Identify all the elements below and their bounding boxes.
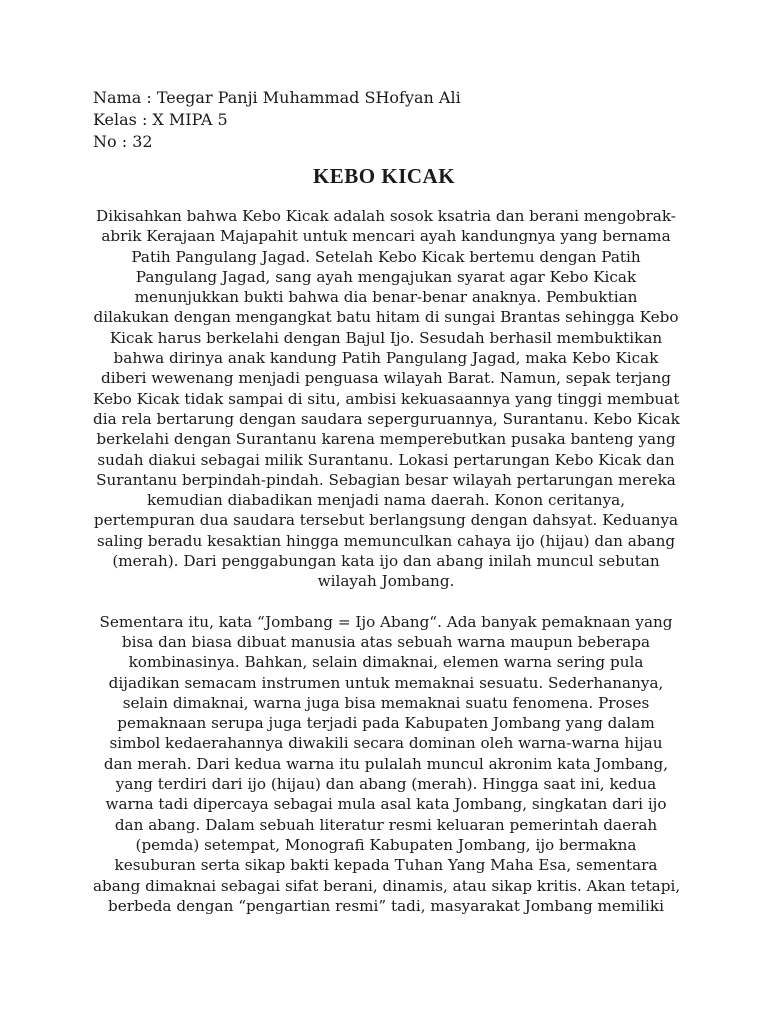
text-line: kombinasinya. Bahkan, selain dimaknai, elemen warna sering pula [128, 653, 644, 672]
text-line: saling beradu kesaktian hingga memunculkan cahaya ijo (hijau) dan abang [96, 531, 676, 550]
text-line: kesuburan serta sikap bakti kepada Tuhan Yang Maha Esa, sementara [114, 856, 658, 875]
text-line: Pangulang Jagad, sang ayah mengajukan syarat agar Kebo Kicak [135, 267, 637, 286]
text-line: Kicak harus berkelahi dengan Bajul Ijo. Sesudah berhasil membuktikan [109, 328, 663, 347]
text-line: dan merah. Dari kedua warna itu pulalah muncul akronim kata Jombang, [103, 754, 669, 773]
text-line: simbol kedaerahannya diwakili secara dominan oleh warna-warna hijau [109, 734, 663, 753]
text-line: Patih Pangulang Jagad. Setelah Kebo Kicak bertemu dengan Patih [131, 247, 641, 266]
text-line: abang dimaknai sebagai sifat berani, dinamis, atau sikap kritis. Akan tetapi, [93, 876, 681, 895]
text-line: dan abang. Dalam sebuah literatur resmi keluaran pemerintah daerah [114, 815, 658, 834]
text-line: diberi wewenang menjadi penguasa wilayah Barat. Namun, sepak terjang [101, 369, 671, 388]
text-line: dijadikan semacam instrumen untuk memaknai sesuatu. Sederhananya, [108, 673, 664, 692]
text-line: (pemda) setempat, Monografi Kabupaten Jombang, ijo bermakna [135, 835, 637, 854]
text-line: warna tadi dipercaya sebagai mula asal kata Jombang, singkatan dari ijo [105, 795, 667, 814]
text-line: Sementara itu, kata “Jombang = Ijo Abang“. Ada banyak pemaknaan yang [99, 612, 673, 631]
text-line: bisa dan biasa dibuat manusia atas sebuah warna maupun beberapa [121, 632, 651, 651]
text-line: yang terdiri dari ijo (hijau) dan abang (merah). Hingga saat ini, kedua [115, 775, 657, 794]
student-name: Nama : Teegar Panji Muhammad SHofyan Ali [93, 88, 461, 107]
paragraph [93, 612, 679, 916]
text-line: wilayah Jombang. [317, 572, 455, 591]
text-line: berbeda dengan “pengartian resmi” tadi, masyarakat Jombang memiliki [108, 896, 664, 915]
text-line: Kebo Kicak tidak sampai di situ, ambisi kekuasaannya yang tinggi membuat [93, 389, 680, 408]
text-line: Dikisahkan bahwa Kebo Kicak adalah sosok ksatria dan berani mengobrak- [96, 207, 676, 225]
student-class: Kelas : X MIPA 5 [93, 110, 228, 129]
text-line: berkelahi dengan Surantanu karena memperebutkan pusaka banteng yang [96, 430, 676, 449]
text-line: abrik Kerajaan Majapahit untuk mencari ayah kandungnya yang bernama [101, 227, 671, 246]
text-line: (merah). Dari penggabungan kata ijo dan abang inilah muncul sebutan [112, 552, 660, 571]
document-body [93, 206, 679, 916]
student-number: No : 32 [93, 132, 153, 151]
text-line: bahwa dirinya anak kandung Patih Pangulang Jagad, maka Kebo Kicak [113, 349, 659, 368]
student-info [93, 87, 461, 153]
text-line: dilakukan dengan mengangkat batu hitam di sungai Brantas sehingga Kebo [93, 308, 679, 327]
text-line: pertempuran dua saudara tersebut berlangsung dengan dahsyat. Keduanya [93, 511, 679, 530]
text-line: sudah diakui sebagai milik Surantanu. Lokasi pertarungan Kebo Kicak dan [97, 450, 675, 469]
text-line: Surantanu berpindah-pindah. Sebagian besar wilayah pertarungan mereka [96, 470, 676, 489]
text-line: selain dimaknai, warna juga bisa memaknai suatu fenomena. Proses [122, 693, 650, 712]
text-line: dia rela bertarung dengan saudara seperguruannya, Surantanu. Kebo Kicak [93, 409, 680, 428]
text-line: pemaknaan serupa juga terjadi pada Kabupaten Jombang yang dalam [117, 714, 655, 733]
text-line: menunjukkan bukti bahwa dia benar-benar anaknya. Pembuktian [134, 288, 638, 307]
text-line: kemudian diabadikan menjadi nama daerah. Konon ceritanya, [146, 491, 626, 510]
paragraph [93, 206, 679, 592]
document-title: KEBO KICAK [312, 164, 456, 188]
